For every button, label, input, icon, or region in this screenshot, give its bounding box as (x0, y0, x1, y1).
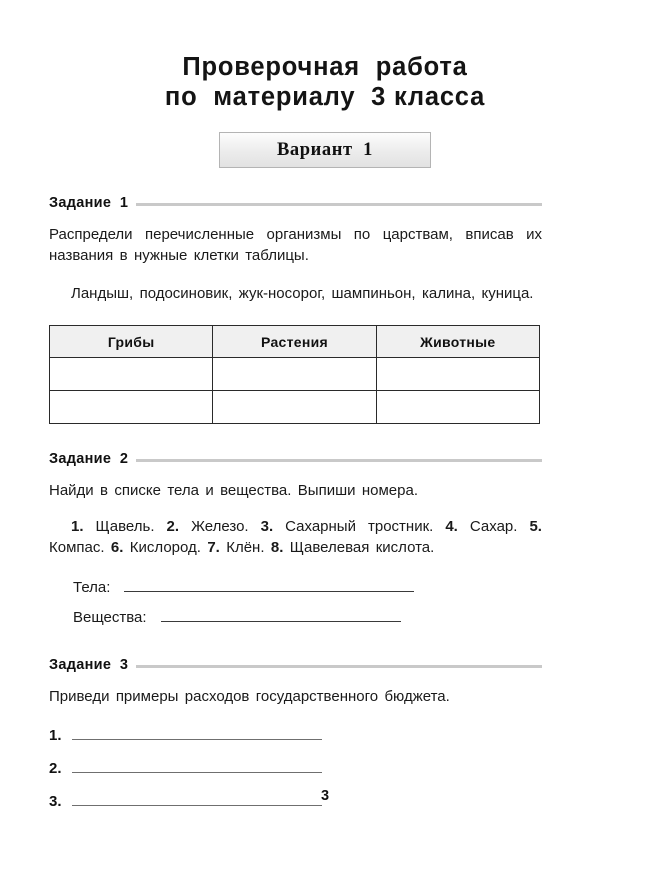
answer-number-3: 3. (49, 793, 62, 810)
task-rule-2 (136, 459, 542, 462)
task-2-instruction: Найди в списке тела и вещества. Выпиши номера. (49, 482, 418, 499)
answer-input-1[interactable] (72, 727, 322, 740)
table-header-animals: Животные (376, 326, 539, 358)
fill-label-bodies: Тела: (73, 579, 111, 596)
task-label-3: Задание 3 (49, 657, 129, 673)
fill-in-row-substances (49, 607, 542, 629)
answer-number-1: 1. (49, 727, 62, 744)
task-1-instruction: Распредели перечисленные организмы по царствам, вписав их названия в нужные клетки таблицы. (49, 226, 542, 264)
item-text-1: Щавель. (95, 518, 155, 535)
task-label-2: Задание 2 (49, 451, 129, 467)
item-text-8: Щавелевая кислота. (289, 539, 435, 556)
title-line-1: Проверочная работа (182, 53, 468, 81)
variant-box (219, 132, 431, 168)
fill-label-substances: Вещества: (73, 609, 147, 626)
answer-row-2 (49, 757, 542, 781)
task-2-item-list (49, 516, 542, 558)
table-header-row (50, 326, 540, 358)
table-row (50, 358, 540, 391)
table-cell-animals-1[interactable] (376, 358, 539, 391)
item-text-3: Сахарный тростник. (285, 518, 434, 535)
item-number-6: 6. (110, 539, 124, 556)
table-cell-plants-1[interactable] (213, 358, 376, 391)
fill-input-substances[interactable] (161, 608, 401, 622)
task-rule-1 (136, 203, 542, 206)
table-cell-fungi-2[interactable] (50, 391, 213, 424)
item-number-2: 2. (166, 518, 180, 535)
task-rule-3 (136, 665, 542, 668)
page-title (0, 0, 650, 112)
kingdoms-table (49, 325, 540, 424)
item-number-4: 4. (445, 518, 458, 535)
page-number: 3 (320, 788, 330, 804)
task-heading-1 (49, 195, 542, 211)
table-row (50, 391, 540, 424)
item-text-7: Клён. (226, 539, 265, 556)
answer-number-2: 2. (49, 760, 62, 777)
answer-row-1 (49, 724, 542, 748)
item-number-3: 3. (260, 518, 274, 535)
kingdoms-table-wrapper (49, 325, 542, 424)
table-header-plants: Растения (213, 326, 376, 358)
title-line-2: по материалу 3 класса (164, 83, 486, 111)
fill-in-row-bodies (49, 577, 542, 599)
item-text-4: Сахар. (469, 518, 518, 535)
task-heading-2 (49, 451, 542, 467)
table-cell-plants-2[interactable] (213, 391, 376, 424)
task-1-organism-list: Ландыш, подосиновик, жук-носорог, шампиньон, калина, куница. (71, 285, 534, 302)
item-text-6: Кислород. (129, 539, 201, 556)
content-column (49, 195, 542, 814)
variant-box-wrapper (0, 132, 650, 168)
task-label-1: Задание 1 (49, 195, 129, 211)
table-header-fungi: Грибы (50, 326, 213, 358)
variant-label: Вариант 1 (276, 139, 374, 160)
item-number-5: 5. (529, 518, 542, 535)
table-cell-animals-2[interactable] (376, 391, 539, 424)
fill-input-bodies[interactable] (124, 578, 414, 592)
item-number-7: 7. (207, 539, 220, 556)
task-heading-3 (49, 657, 542, 673)
table-cell-fungi-1[interactable] (50, 358, 213, 391)
item-text-2: Железо. (191, 518, 249, 535)
item-text-5: Компас. (49, 539, 105, 556)
item-number-8: 8. (270, 539, 284, 556)
task-3-instruction: Приведи примеры расходов государственного бюджета. (49, 688, 450, 705)
item-number-1: 1. (71, 518, 84, 535)
answer-input-2[interactable] (72, 760, 322, 773)
